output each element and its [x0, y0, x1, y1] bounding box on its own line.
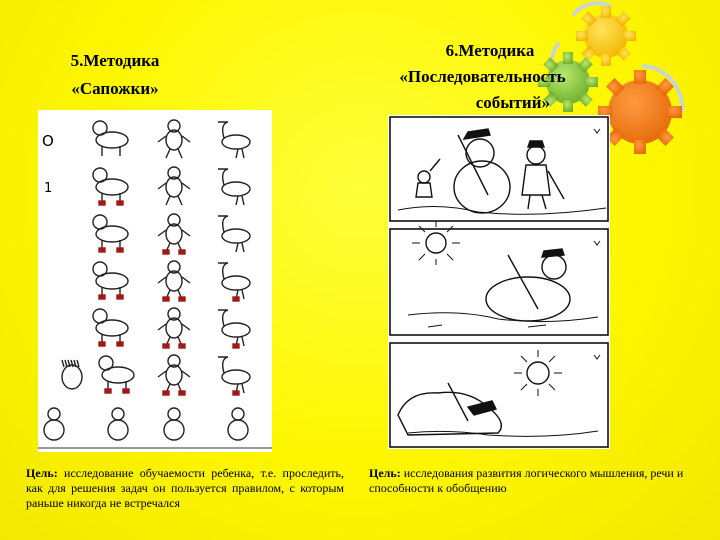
method5-title-line2: «Сапожки» — [71, 79, 159, 98]
snowman-builders-scene — [398, 129, 606, 214]
snowman-figure — [232, 408, 244, 420]
method6-title-line1: 6.Методика — [445, 41, 535, 60]
goal-method6-label: Цель: — [369, 466, 401, 480]
method6-title-line2: «Последовательность — [399, 67, 566, 86]
melted-snowman-scene — [398, 350, 600, 436]
goal-method6 — [369, 466, 704, 496]
method6-title-line3: событий» — [475, 93, 550, 112]
method5-title-line1: 5.Методика — [70, 51, 160, 70]
snowman-figure — [48, 408, 60, 420]
goal-method6-text: исследования развития логического мышления, речи и способности к обобщению — [369, 466, 684, 495]
hedgehog-figure — [62, 365, 82, 389]
frame-1 — [390, 117, 608, 221]
snowman-figure — [168, 408, 180, 420]
sapozhki-illustration — [38, 110, 272, 452]
bird-figure — [222, 323, 250, 337]
goal-method5-text: исследование обучаемости ребенка, т.е. проследить, как для решения задач он пользуется правилом, с которым раньше никогда не встречался — [26, 466, 344, 510]
sequence-illustration — [388, 115, 610, 449]
melting-snowman-scene — [408, 221, 600, 327]
snowman-figure — [112, 408, 124, 420]
bird-figure — [222, 135, 250, 149]
goal-method5-label: Цель: — [26, 466, 58, 480]
row-mark-0: O — [42, 132, 54, 150]
bird-figure — [222, 182, 250, 196]
bird-figure — [222, 370, 250, 384]
row-mark-1: 1 — [44, 181, 53, 196]
goal-method5 — [26, 466, 344, 511]
bird-figure — [222, 229, 250, 243]
bird-figure — [222, 276, 250, 290]
